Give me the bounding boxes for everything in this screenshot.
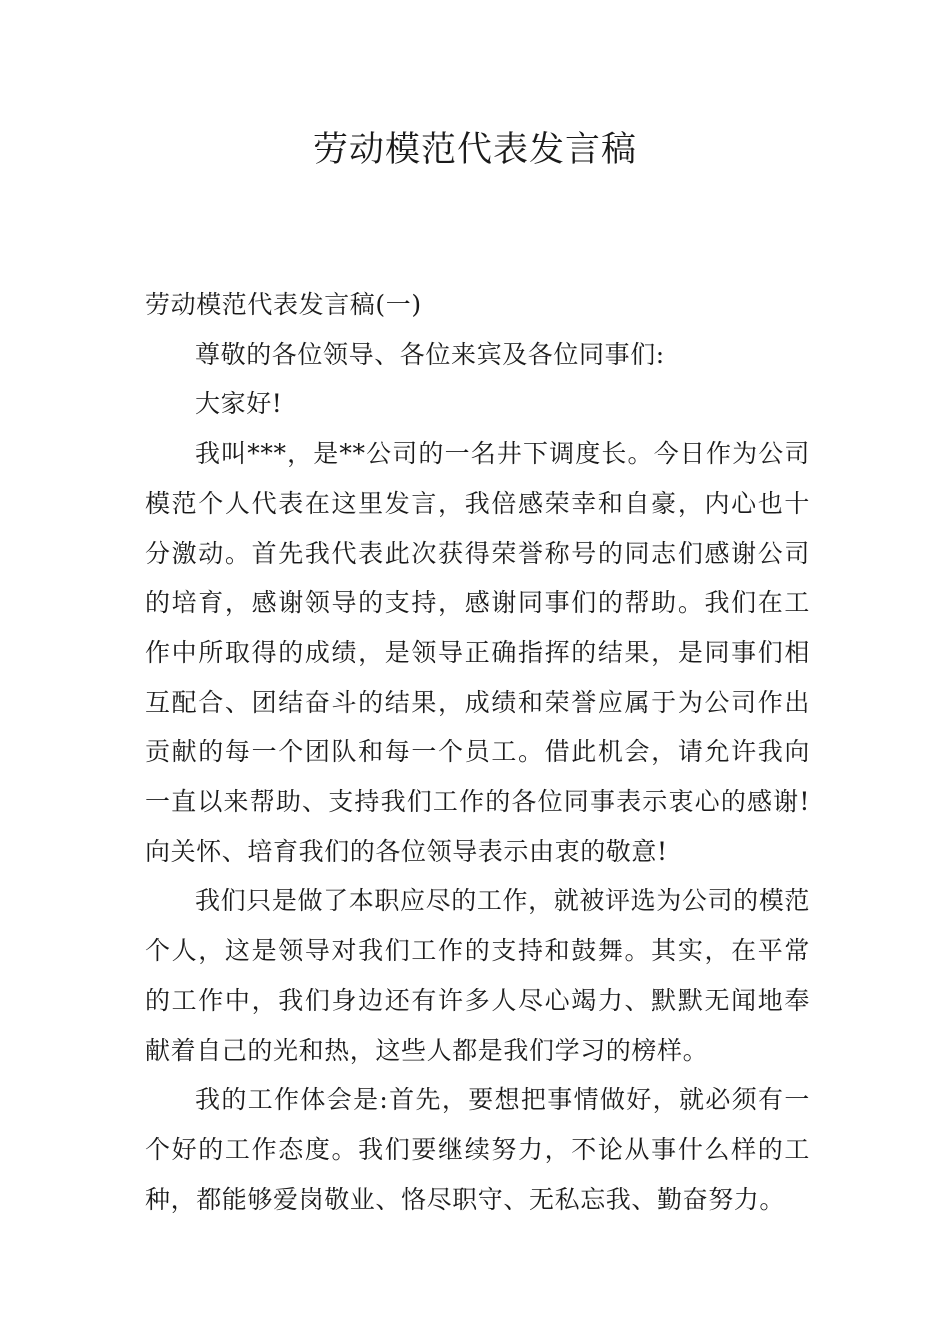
document-title: 劳动模范代表发言稿 (312, 130, 637, 170)
paragraph-greeting: 大家好! (195, 389, 283, 419)
document-body (145, 280, 810, 1224)
paragraph-salutation: 尊敬的各位领导、各位来宾及各位同事们: (195, 339, 665, 369)
paragraph-introduction: 我叫***，是**公司的一名井下调度长。今日作为公司模范个人代表在这里发言，我倍感荣幸和自豪，内心也十分激动。首先我代表此次获得荣誉称号的同志们感谢公司的培育，感谢领导的支持，感谢同事们的帮助。我们在工作中所取得的成绩，是领导正确指挥的结果，是同事们相互配合、团结奋斗的结果，成绩和荣誉应属于为公司作出贡献的每一个团队和每一个员工。借此机会，请允许我向一直以来帮助、支持我们工作的各位同事表示衷心的感谢!向关怀、培育我们的各位领导表示由衷的敬意! (145, 439, 810, 866)
section-heading: 劳动模范代表发言稿(一) (145, 290, 422, 319)
paragraph-work-experience: 我的工作体会是:首先，要想把事情做好，就必须有一个好的工作态度。我们要继续努力，不论从事什么样的工种，都能够爱岗敬业、恪尽职守、无私忘我、勤奋努力。 (145, 1085, 810, 1214)
paragraph-role-models: 我们只是做了本职应尽的工作，就被评选为公司的模范个人，这是领导对我们工作的支持和鼓舞。其实，在平常的工作中，我们身边还有许多人尽心竭力、默默无闻地奉献着自己的光和热，这些人都是我们学习的榜样。 (145, 886, 810, 1065)
